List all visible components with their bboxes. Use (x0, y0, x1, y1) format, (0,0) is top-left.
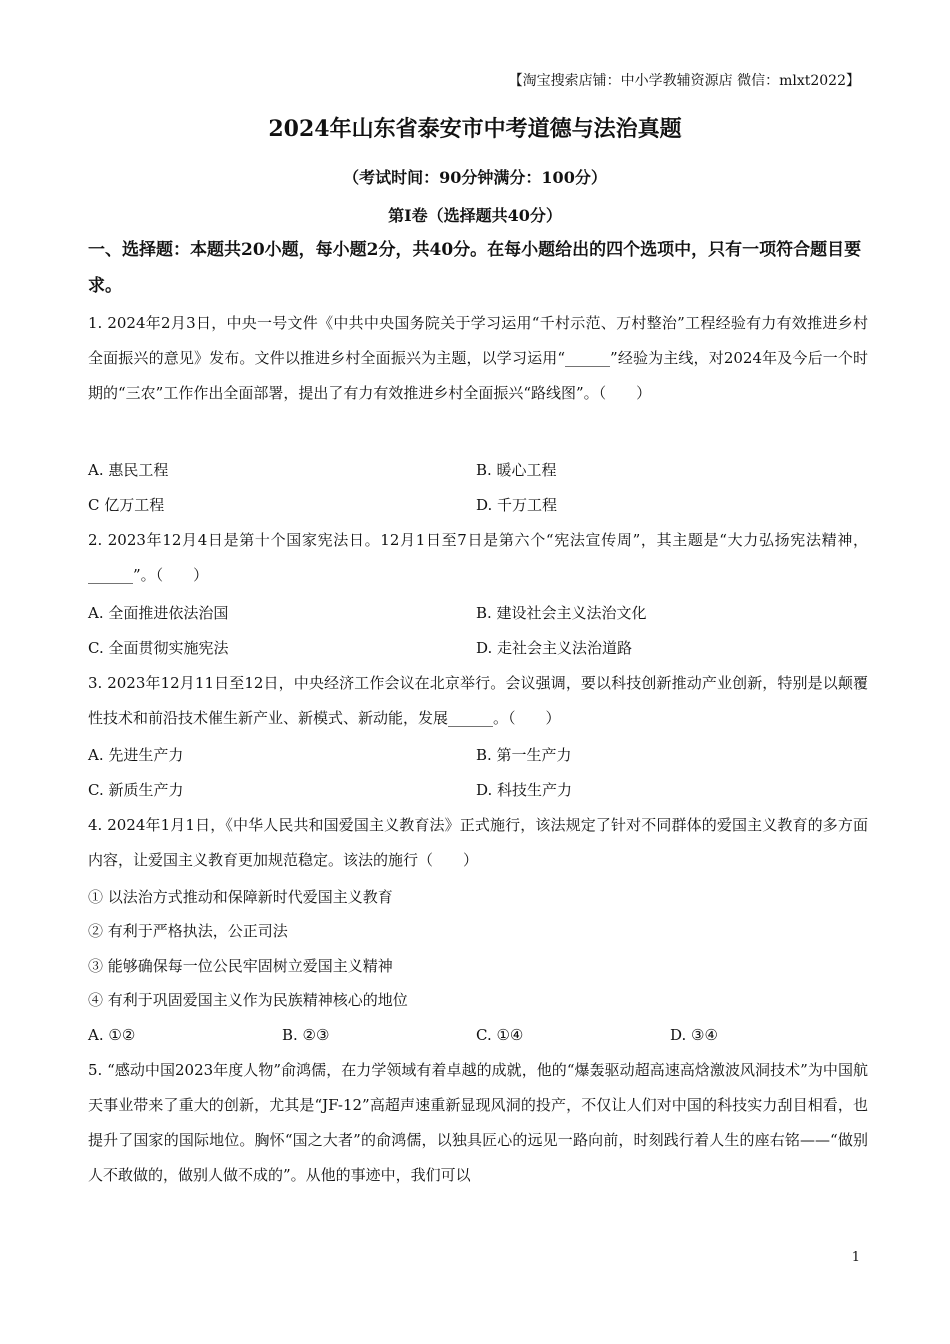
question-5-text: 5. “感动中国2023年度人物”俞鸿儒，在力学领域有着卓越的成就，他的“爆轰驱动超高速高焓激波风洞技术”为中国航天事业带来了重大的创新，尤其是“JF-12”高超声速重新显现风洞的投产，不仅让人们对中国的科技实力刮目相看，也提升了国家的国际地位。胸怀“国之大者”的俞鸿儒，以独具匠心的远见一路向前，时刻践行着人生的座右铭——“做别人不敢做的，做别人做不成的”。从他的事迹中，我们可以 (88, 1061, 868, 1184)
question-4-statement-3: ③ 能够确保每一位公民牢固树立爱国主义精神 (88, 957, 393, 975)
page-title: 2024年山东省泰安市中考道德与法治真题 (268, 116, 682, 142)
question-3-option-b: B. 第一生产力 (476, 746, 572, 764)
question-4-statement-1: ① 以法治方式推动和保障新时代爱国主义教育 (88, 888, 393, 906)
question-3-text: 3. 2023年12月11日至12日，中央经济工作会议在北京举行。会议强调，要以科技创新推动产业创新，特别是以颠覆性技术和前沿技术催生新产业、新模式、新动能，发展______。（ ） (88, 674, 868, 727)
question-4-statement-2: ② 有利于严格执法，公正司法 (88, 922, 288, 940)
question-2-option-a: A. 全面推进依法治国 (88, 604, 229, 622)
question-4-statement-4: ④ 有利于巩固爱国主义作为民族精神核心的地位 (88, 991, 408, 1009)
question-3-option-a: A. 先进生产力 (88, 746, 184, 764)
section-instructions: 一、选择题：本题共20小题，每小题2分，共40分。在每小题给出的四个选项中，只有一项符合题目要求。 (88, 240, 862, 296)
question-1-text: 1. 2024年2月3日，中央一号文件《中共中央国务院关于学习运用“千村示范、万村整治”工程经验有力有效推进乡村全面振兴的意见》发布。文件以推进乡村全面振兴为主题，以学习运用“______”经验为主线，对2024年及今后一个时期的“三农”工作作出全面部署，提出了有力有效推进乡村全面振兴“路线图”。（ ） (88, 314, 868, 402)
question-2-option-d: D. 走社会主义法治道路 (476, 639, 633, 657)
question-2-text: 2. 2023年12月4日是第十个国家宪法日。12月1日至7日是第六个“宪法宣传周”，其主题是“大力弘扬宪法精神，______”。（ ） (88, 531, 868, 584)
question-2-option-b: B. 建设社会主义法治文化 (476, 604, 647, 622)
question-4-option-d: D. ③④ (670, 1026, 718, 1044)
question-4-option-b: B. ②③ (282, 1026, 330, 1044)
question-4-text: 4. 2024年1月1日，《中华人民共和国爱国主义教育法》正式施行，该法规定了针对不同群体的爱国主义教育的多方面内容，让爱国主义教育更加规范稳定。该法的施行（ ） (88, 816, 868, 869)
exam-info: （考试时间：90分钟满分：100分） (343, 168, 607, 187)
question-3-option-c: C. 新质生产力 (88, 781, 184, 799)
question-1-option-c: C 亿万工程 (88, 496, 165, 514)
question-3-option-d: D. 科技生产力 (476, 781, 573, 799)
question-1-option-d: D. 千万工程 (476, 496, 558, 514)
page-number: 1 (851, 1250, 860, 1265)
question-1-option-a: A. 惠民工程 (88, 461, 169, 479)
question-2-option-c: C. 全面贯彻实施宪法 (88, 639, 229, 657)
question-4-option-c: C. ①④ (476, 1026, 524, 1044)
question-1-option-b: B. 暖心工程 (476, 461, 557, 479)
part-title: 第Ⅰ卷（选择题共40分） (388, 206, 562, 225)
question-4-option-a: A. ①② (88, 1026, 136, 1044)
header-note: 【淘宝搜索店铺：中小学教辅资源店 微信：mlxt2022】 (508, 73, 860, 89)
